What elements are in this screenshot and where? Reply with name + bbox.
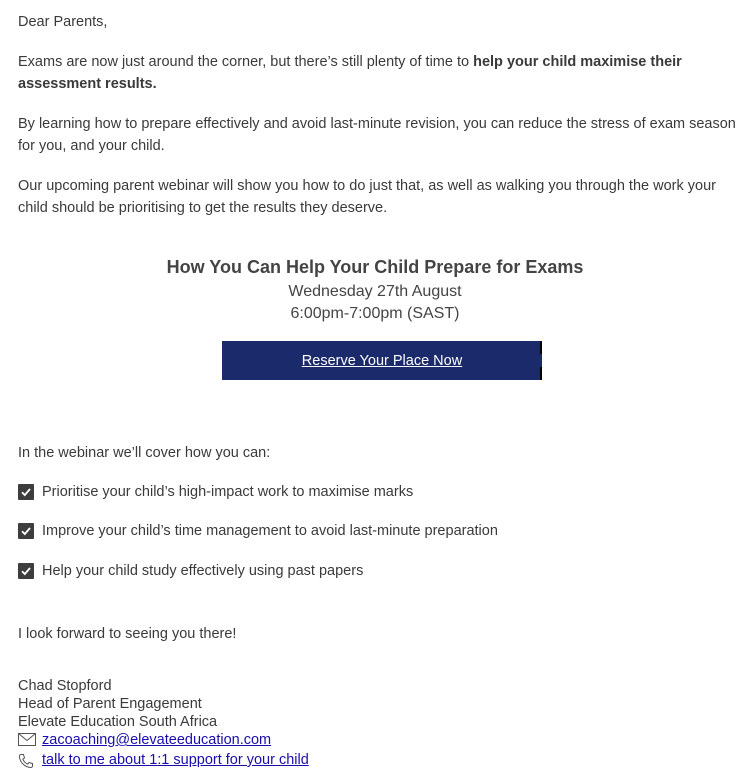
phone-icon	[18, 753, 36, 767]
checklist-item-label: Improve your child’s time management to avoid last-minute preparation	[42, 523, 498, 539]
checkbox-checked-icon	[18, 523, 34, 539]
email-link[interactable]: zacoaching@elevateeducation.com	[42, 732, 272, 748]
greeting: Dear Parents,	[18, 14, 108, 30]
closing-line: I look forward to seeing you there!	[18, 626, 237, 642]
reserve-place-button[interactable]: Reserve Your Place Now	[222, 341, 542, 380]
intro-text: Exams are now just around the corner, but there’s still plenty of time to	[18, 54, 474, 70]
checkbox-checked-icon	[18, 484, 34, 500]
checkbox-checked-icon	[18, 563, 34, 579]
cover-intro: In the webinar we’ll cover how you can:	[18, 445, 271, 461]
event-time: 6:00pm-7:00pm (SAST)	[290, 305, 460, 322]
webinar-paragraph: Our upcoming parent webinar will show you how to do just that, as well as walking you through the work your child should be prioritising to get the results they deserve.	[18, 178, 716, 216]
checklist-item	[18, 521, 498, 541]
checklist-item-label: Prioritise your child’s high-impact work to maximise marks	[42, 484, 414, 500]
checklist-item	[18, 482, 413, 502]
signature-phone-row	[18, 751, 309, 769]
event-date: Wednesday 27th August	[288, 283, 462, 300]
event-title: How You Can Help Your Child Prepare for Exams	[166, 257, 584, 277]
stress-paragraph: By learning how to prepare effectively and avoid last-minute revision, you can reduce the stress of exam season for you, and your child.	[18, 116, 736, 154]
intro-paragraph	[18, 51, 743, 95]
signature-role: Head of Parent Engagement	[18, 696, 202, 712]
signature-email-row	[18, 731, 271, 749]
intro-bold-text: help your child maximise their assessment results.	[18, 54, 682, 92]
signature-org: Elevate Education South Africa	[18, 714, 218, 730]
checklist-item-label: Help your child study effectively using past papers	[42, 563, 364, 579]
signature-name: Chad Stopford	[18, 678, 112, 694]
checklist-item	[18, 561, 363, 581]
button-edge-top	[540, 341, 542, 354]
envelope-icon	[18, 733, 36, 747]
button-edge-bottom	[540, 367, 542, 380]
support-link[interactable]: talk to me about 1:1 support for your child	[42, 752, 309, 768]
